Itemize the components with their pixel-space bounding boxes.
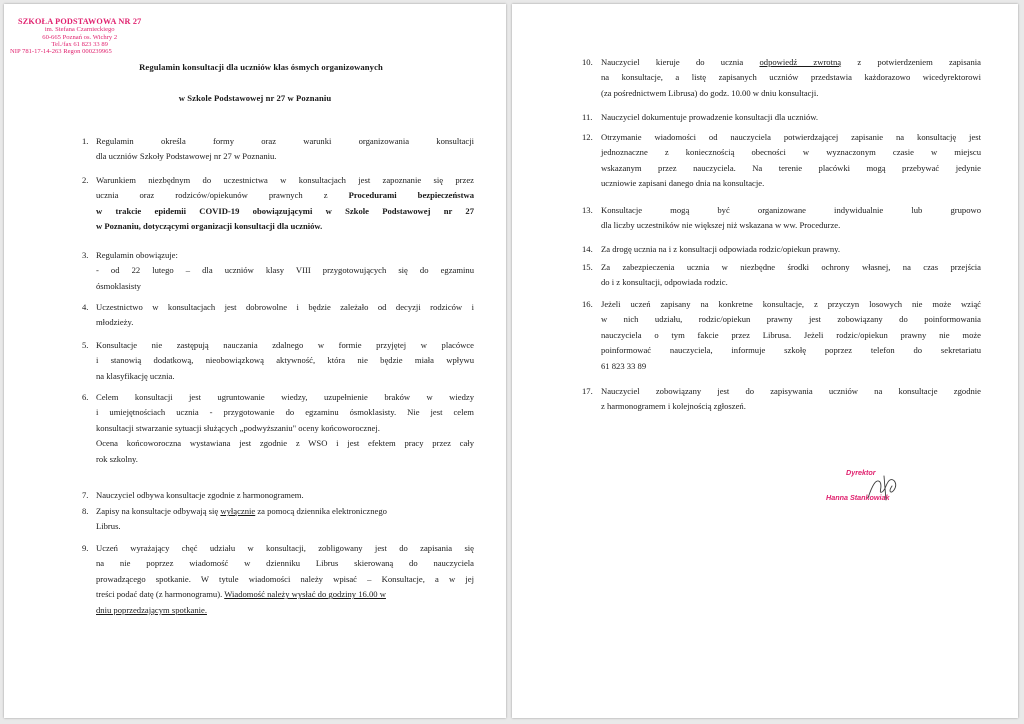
item-line: Jeżeli uczeń zapisany na konkretne konsultacje, z przyczyn losowych nie może wziąć bbox=[601, 299, 981, 309]
item-text: z potwierdzeniem zapisania bbox=[857, 57, 981, 67]
item-line: 61 823 33 89 bbox=[601, 360, 647, 371]
item-number: 16. bbox=[582, 299, 593, 309]
school-stamp bbox=[10, 17, 142, 56]
stamp-patron: im. Stefana Czarnieckiego bbox=[44, 26, 115, 34]
item-line: i umiejętnościach ucznia - przygotowanie do egzaminu ósmoklasisty. Nie jest celem bbox=[96, 407, 474, 418]
item-line: na nie poprzez wiadomość w dzienniku Librus skierowaną do nauczyciela bbox=[96, 558, 474, 569]
item-line: Regulamin określa formy oraz warunki organizowania konsultacji bbox=[96, 136, 474, 146]
regulation-item-7 bbox=[82, 488, 474, 503]
item-line: do i z konsultacji, odpowiada rodzic. bbox=[601, 277, 728, 288]
regulation-item-2 bbox=[82, 173, 474, 235]
regulation-item-8 bbox=[82, 504, 474, 535]
item-number: 2. bbox=[82, 175, 89, 185]
item-line: Celem konsultacji jest ugruntowanie wiedzy, uzupełnienie braków w wiedzy bbox=[96, 392, 474, 402]
item-line: na konsultacje, a listę zapisanych uczniów przedstawia każdorazowo wicedyrektorowi bbox=[601, 72, 981, 83]
item-line: młodzieży. bbox=[96, 317, 134, 328]
item-line: konsultacji stwarzanie sytuacji służących „podwyższaniu" oceny końcoworocznej. bbox=[96, 422, 380, 433]
document-title-line2: w Szkole Podstawowej nr 27 w Poznaniu bbox=[178, 93, 332, 103]
regulation-item-13 bbox=[582, 203, 981, 234]
item-line: na klasyfikację ucznia. bbox=[96, 370, 175, 381]
regulation-item-1 bbox=[82, 134, 474, 165]
item-text: za pomocą dziennika elektronicznego bbox=[257, 506, 387, 516]
stamp-phone: Tel./fax 61 823 33 89 bbox=[51, 40, 108, 48]
document-title-line1: Regulamin konsultacji dla uczniów klas ósmych organizowanych bbox=[139, 62, 383, 72]
item-line: Warunkiem niezbędnym do uczestnictwa w konsultacjach jest zapoznanie się przez bbox=[96, 175, 474, 185]
document-page-right bbox=[512, 4, 1018, 718]
stamp-school-name: SZKOŁA PODSTAWOWA NR 27 bbox=[18, 17, 142, 26]
item-number: 3. bbox=[82, 250, 89, 260]
item-line: Nauczyciel zobowiązany jest do zapisywania uczniów na konsultacje zgodnie bbox=[601, 386, 981, 396]
item-number: 13. bbox=[582, 205, 593, 215]
stamp-address: 60-665 Poznań os. Wichry 2 bbox=[42, 33, 118, 41]
item-number: 12. bbox=[582, 132, 593, 142]
item-line: w Poznaniu, dotyczącymi organizacji konsultacji dla uczniów. bbox=[96, 221, 323, 232]
regulation-item-6 bbox=[82, 390, 474, 467]
exclusively-emphasis: wyłącznie bbox=[220, 506, 256, 516]
item-line: dniu poprzedzającym spotkanie. bbox=[96, 604, 207, 615]
item-line: ósmoklasisty bbox=[96, 280, 141, 291]
deadline-emphasis: Wiadomość należy wysłać do godziny 16.00 w bbox=[224, 589, 386, 600]
item-line bbox=[96, 504, 474, 519]
regulation-item-5 bbox=[82, 338, 474, 384]
regulation-item-9 bbox=[82, 541, 474, 618]
item-line bbox=[601, 55, 981, 70]
item-number: 4. bbox=[82, 302, 89, 312]
item-line: Za zabezpieczenia ucznia w niezbędne środki ochrony własnej, na czas przejścia bbox=[601, 262, 981, 272]
item-line: Regulamin obowiązuje: bbox=[96, 250, 178, 260]
item-line: Za drogę ucznia na i z konsultacji odpowiada rodzic/opiekun prawny. bbox=[601, 244, 841, 254]
item-text: ucznia oraz rodziców/opiekunów prawnych z bbox=[96, 190, 328, 201]
item-number: 10. bbox=[582, 57, 593, 67]
reply-emphasis: odpowiedź zwrotną bbox=[759, 57, 842, 67]
item-line: poinformować nauczyciela, informuje szkołę poprzez telefon do sekretariatu bbox=[601, 345, 981, 356]
regulation-item-16 bbox=[582, 297, 981, 374]
item-line: Otrzymanie wiadomości od nauczyciela potwierdzającej zapisanie na konsultację jest bbox=[601, 132, 981, 142]
item-line: dla liczby uczestników nie większej niż wskazana w ww. Procedurze. bbox=[601, 220, 841, 231]
item-line: Uczestnictwo w konsultacjach jest dobrowolne i będzie zależało od decyzji rodziców i bbox=[96, 302, 474, 312]
item-number: 1. bbox=[82, 136, 89, 146]
regulation-item-4 bbox=[82, 300, 474, 331]
item-number: 8. bbox=[82, 506, 89, 516]
regulation-item-12 bbox=[582, 130, 981, 192]
item-number: 14. bbox=[582, 244, 593, 254]
item-line: w trakcie epidemii COVID-19 obowiązującymi w Szkole Podstawowej nr 27 bbox=[96, 205, 474, 216]
item-line: Nauczyciel dokumentuje prowadzenie konsultacji dla uczniów. bbox=[601, 112, 819, 122]
item-line: prowadzącego spotkanie. W tytule wiadomości należy wpisać – Konsultacje, a w jej bbox=[96, 573, 474, 584]
regulation-item-10 bbox=[582, 55, 981, 101]
item-number: 6. bbox=[82, 392, 89, 402]
item-number: 11. bbox=[582, 112, 593, 122]
item-text: Zapisy na konsultacje odbywają się bbox=[96, 506, 219, 516]
item-line bbox=[96, 188, 474, 203]
item-line: - od 22 lutego – dla uczniów klasy VIII przygotowujących się do egzaminu bbox=[96, 265, 474, 276]
item-line: nauczyciela o tym fakcie przez Librusa. Jeżeli rodzic/opiekun prawny nie może bbox=[601, 329, 981, 340]
signature-role: Dyrektor bbox=[846, 468, 876, 477]
item-line: Konsultacje nie zastępują nauczania zdalnego w formie przyjętej w placówce bbox=[96, 340, 474, 350]
item-line: Konsultacje mogą być organizowane indywidualnie lub grupowo bbox=[601, 205, 981, 215]
item-number: 5. bbox=[82, 340, 89, 350]
item-line: uczniowie zapisani danego dnia na konsultacje. bbox=[601, 178, 765, 189]
item-line: dla uczniów Szkoły Podstawowej nr 27 w Poznaniu. bbox=[96, 151, 277, 162]
item-line: w nich udziału, rodzic/opiekun prawny jest zobowiązany do poinformowania bbox=[601, 314, 981, 325]
regulation-item-3 bbox=[82, 248, 474, 294]
regulation-item-15 bbox=[582, 260, 981, 291]
document-page-left bbox=[4, 4, 506, 718]
item-text: treści podać datę (z harmonogramu). bbox=[96, 589, 223, 600]
item-number: 9. bbox=[82, 543, 89, 553]
item-line: Ocena końcoworoczna wystawiana jest zgodnie z WSO i jest efektem pracy przez cały bbox=[96, 438, 474, 449]
item-line: wskazanym przez nauczyciela. Na terenie placówki mogą przebywać jedynie bbox=[601, 162, 981, 173]
signature-name: Hanna Stankowiak bbox=[826, 493, 890, 502]
item-number: 15. bbox=[582, 262, 593, 272]
regulation-item-17 bbox=[582, 384, 981, 415]
regulation-item-14 bbox=[582, 242, 981, 257]
item-line: Librus. bbox=[96, 521, 121, 532]
item-number: 17. bbox=[582, 386, 593, 396]
item-line bbox=[96, 587, 474, 602]
item-number: 7. bbox=[82, 490, 89, 500]
item-line: jednoznaczne z koniecznością obecności w wyznaczonym czasie w miejscu bbox=[601, 147, 981, 158]
stamp-tax-ids: NIP 781-17-14-263 Regon 000239965 bbox=[10, 48, 112, 56]
item-line: i stanowią dodatkową, nieobowiązkową aktywność, która nie będzie miała wpływu bbox=[96, 355, 474, 366]
item-line: z harmonogramem i kolejnością zgłoszeń. bbox=[601, 401, 746, 412]
item-line: rok szkolny. bbox=[96, 453, 138, 464]
item-line: (za pośrednictwem Librusa) do godz. 10.00 w dniu konsultacji. bbox=[601, 87, 819, 98]
item-line: Nauczyciel odbywa konsultacje zgodnie z harmonogramem. bbox=[96, 490, 304, 500]
regulation-item-11 bbox=[582, 110, 981, 125]
procedures-emphasis: Procedurami bezpieczeństwa bbox=[348, 190, 474, 201]
handwritten-signature-icon bbox=[864, 472, 904, 504]
item-text: Nauczyciel kieruje do ucznia bbox=[601, 57, 744, 67]
item-line: Uczeń wyrażający chęć udziału w konsultacji, zobligowany jest do zapisania się bbox=[96, 543, 474, 553]
